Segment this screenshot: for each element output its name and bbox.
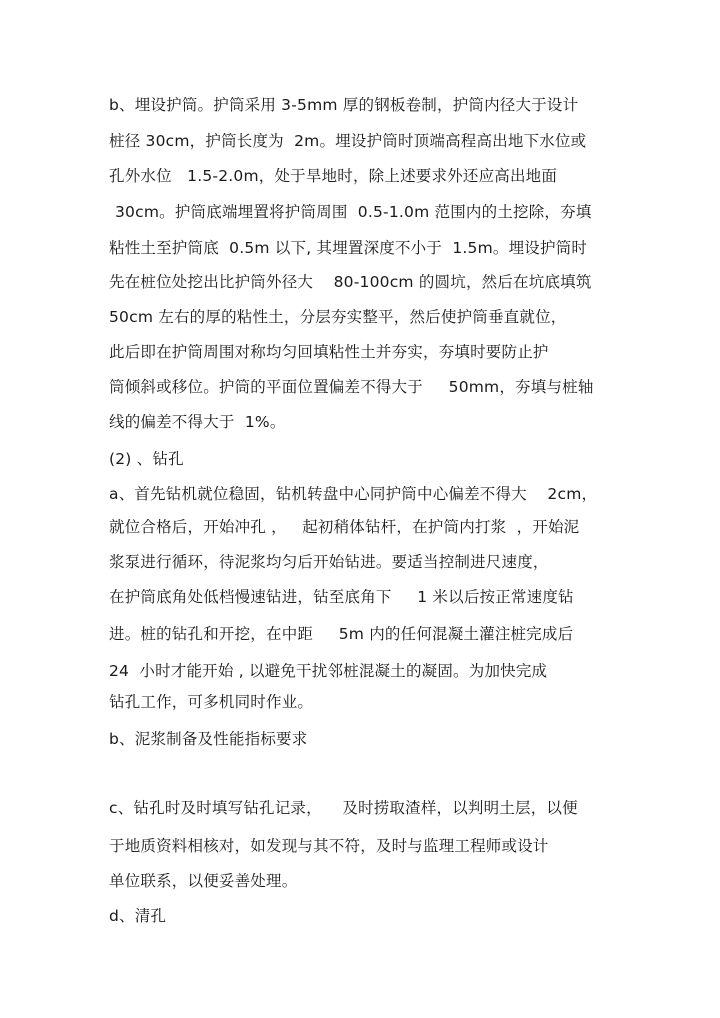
text-line: 在护筒底角处低档慢速钻进，钻至底角下 1 米以后按正常速度钻 xyxy=(109,588,574,606)
text-line: 50cm 左右的厚的粘性土，分层夯实整平，然后使护筒垂直就位， xyxy=(109,308,567,326)
text-line: a、首先钻机就位稳固，钻机转盘中心同护筒中心偏差不得大 2cm， xyxy=(109,485,598,503)
subsection-heading: d、清孔 xyxy=(109,907,167,925)
text-line: 钻孔工作，可多机同时作业。 xyxy=(109,693,314,711)
text-line: 24 小时才能开始 , 以避免干扰邻桩混凝土的凝固。为加快完成 xyxy=(109,662,548,680)
text-line: 就位合格后，开始冲孔 ， 起初稍体钻杆，在护筒内打浆 ，开始泥 xyxy=(109,518,580,536)
subsection-heading: b、泥浆制备及性能指标要求 xyxy=(109,730,308,748)
text-line: 先在桩位处挖出比护筒外径大 80-100cm 的圆坑，然后在坑底填筑 xyxy=(109,273,592,291)
text-line: 进。桩的钻孔和开挖，在中距 5m 内的任何混凝土灌注桩完成后 xyxy=(109,625,574,643)
section-heading: (2) 、钻孔 xyxy=(109,450,184,468)
text-line: 单位联系，以便妥善处理。 xyxy=(109,872,298,890)
text-line: 筒倾斜或移位。护筒的平面位置偏差不得大于 50mm，夯填与桩轴 xyxy=(109,378,594,396)
text-line: b、埋设护筒。护筒采用 3-5mm 厚的钢板卷制，护筒内径大于设计 xyxy=(109,96,579,114)
text-line: 线的偏差不得大于 1%。 xyxy=(109,413,286,431)
text-line: 此后即在护筒周围对称均匀回填粘性土并夯实，夯填时要防止护 xyxy=(109,343,549,361)
text-line: 桩径 30cm，护筒长度为 2m。埋设护筒时顶端高程高出地下水位或 xyxy=(109,132,587,150)
text-line: 30cm。护筒底端埋置将护筒周围 0.5-1.0m 范围内的土挖除，夯填 xyxy=(115,203,592,221)
text-line: c、钻孔时及时填写钻孔记录， 及时捞取渣样，以判明土层，以便 xyxy=(109,799,578,817)
text-line: 浆泵进行循环，待泥浆均匀后开始钻进。要适当控制进尺速度， xyxy=(109,553,549,571)
text-line: 于地质资料相核对，如发现与其不符，及时与监理工程师或设计 xyxy=(109,837,549,855)
text-line: 粘性土至护筒底 0.5m 以下, 其埋置深度不小于 1.5m。埋设护筒时 xyxy=(109,239,588,257)
text-line: 孔外水位 1.5-2.0m，处于旱地时，除上述要求外还应高出地面 xyxy=(109,167,558,185)
